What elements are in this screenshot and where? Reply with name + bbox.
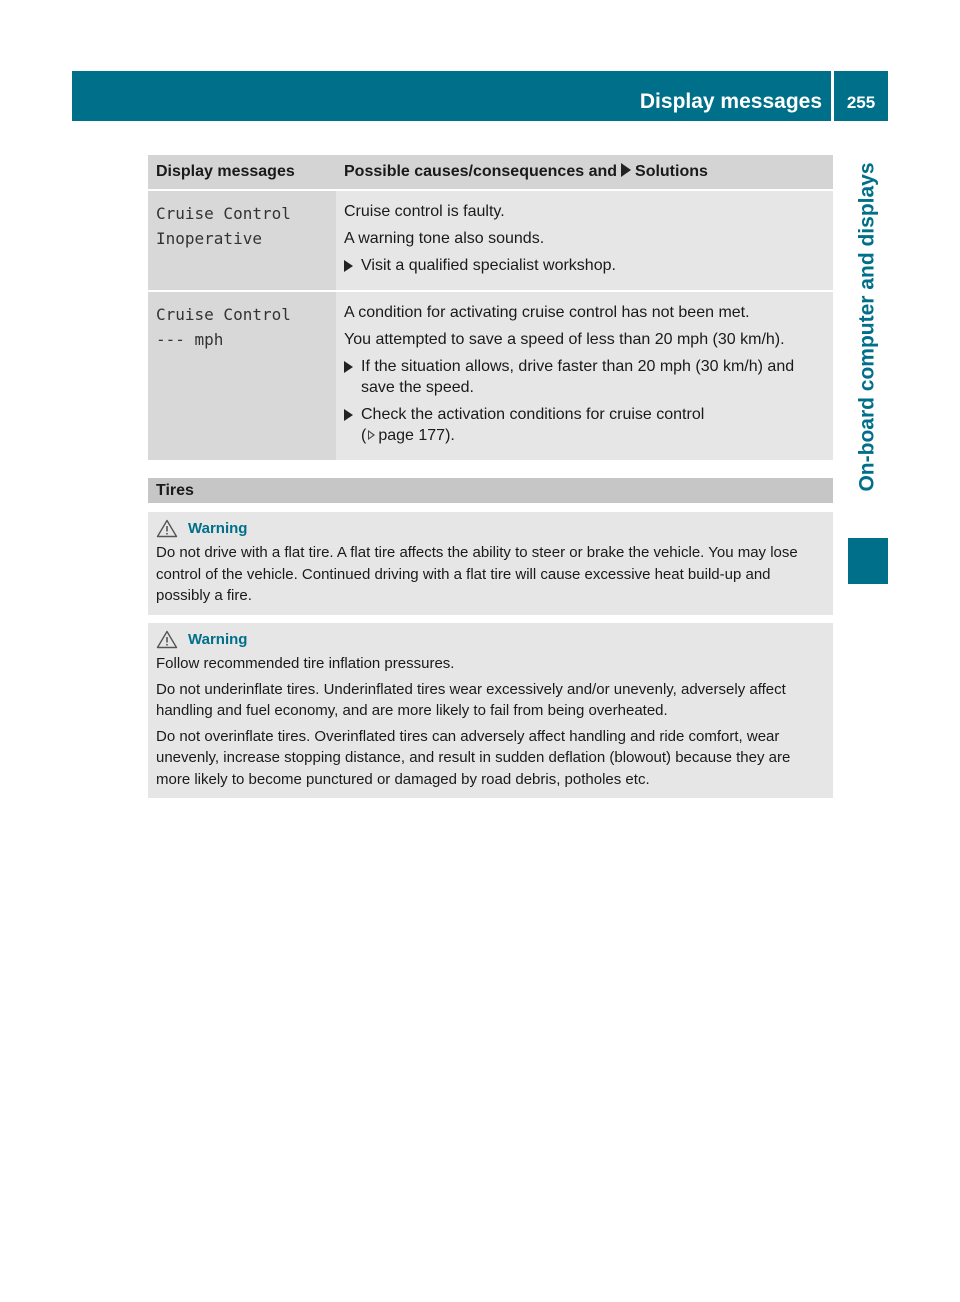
section-side-tab-label: On-board computer and displays bbox=[856, 162, 879, 492]
step-arrow-icon bbox=[344, 409, 353, 421]
column-header-display-messages: Display messages bbox=[148, 155, 336, 190]
side-tab-marker bbox=[848, 538, 888, 584]
warning-triangle-icon bbox=[156, 519, 178, 538]
table-header-row bbox=[148, 155, 833, 190]
column-header-causes-solutions: Possible causes/consequences and Solutions bbox=[336, 155, 833, 190]
section-side-tab bbox=[848, 121, 888, 533]
solution-step: Check the activation conditions for cruise control ( page 177). bbox=[344, 404, 825, 446]
message-cell bbox=[148, 291, 336, 461]
table-row bbox=[148, 190, 833, 291]
section-heading-tires: Tires bbox=[148, 478, 833, 503]
page-reference-icon bbox=[368, 430, 374, 440]
warning-text: Do not drive with a flat tire. A flat tire affects the ability to steer or brake the vehicle. You may lose control of the vehicle. Continued driving with a flat tire will cause excessive heat build-up and possibly a fire. bbox=[156, 544, 798, 604]
warning-label: Warning bbox=[188, 630, 248, 648]
message-cell bbox=[148, 190, 336, 291]
display-message-text: Cruise Control bbox=[156, 305, 291, 324]
display-message-text: --- mph bbox=[156, 330, 224, 349]
warning-text: Do not overinflate tires. Overinflated tires can adversely affect handling and ride comfort, wear unevenly, increase stopping distance, and result in sudden deflation (blowout) because they are more likely to become punctured or damaged by road debris, potholes etc. bbox=[156, 727, 791, 788]
table-row bbox=[148, 291, 833, 461]
step-arrow-icon bbox=[344, 361, 353, 373]
solution-step: If the situation allows, drive faster than 20 mph (30 km/h) and save the speed. bbox=[344, 356, 825, 398]
page-number: 255 bbox=[846, 93, 876, 112]
cause-text: You attempted to save a speed of less than 20 mph (30 km/h). bbox=[344, 331, 785, 348]
page-reference[interactable]: ( page 177). bbox=[361, 427, 455, 444]
cause-text: A warning tone also sounds. bbox=[344, 230, 545, 247]
warning-triangle-icon bbox=[156, 630, 178, 649]
display-message-text: Cruise Control bbox=[156, 204, 291, 223]
step-arrow-icon bbox=[344, 260, 353, 272]
display-messages-table bbox=[148, 155, 833, 462]
page-title: Display messages bbox=[639, 90, 822, 113]
warning-box bbox=[148, 512, 833, 615]
warning-label: Warning bbox=[188, 519, 248, 537]
causes-cell bbox=[336, 291, 833, 461]
cause-text: A condition for activating cruise control has not been met. bbox=[344, 304, 750, 321]
display-message-text: Inoperative bbox=[156, 229, 262, 248]
solution-arrow-icon bbox=[621, 163, 631, 177]
causes-cell bbox=[336, 190, 833, 291]
warning-text: Do not underinflate tires. Underinflated tires wear excessively and/or unevenly, adversely affect handling and fuel economy, and are more likely to fail from being overheated. bbox=[156, 680, 786, 719]
solution-step: Visit a qualified specialist workshop. bbox=[344, 255, 825, 276]
cause-text: Cruise control is faulty. bbox=[344, 203, 505, 220]
warning-box bbox=[148, 623, 833, 798]
warning-text: Follow recommended tire inflation pressures. bbox=[156, 655, 455, 672]
